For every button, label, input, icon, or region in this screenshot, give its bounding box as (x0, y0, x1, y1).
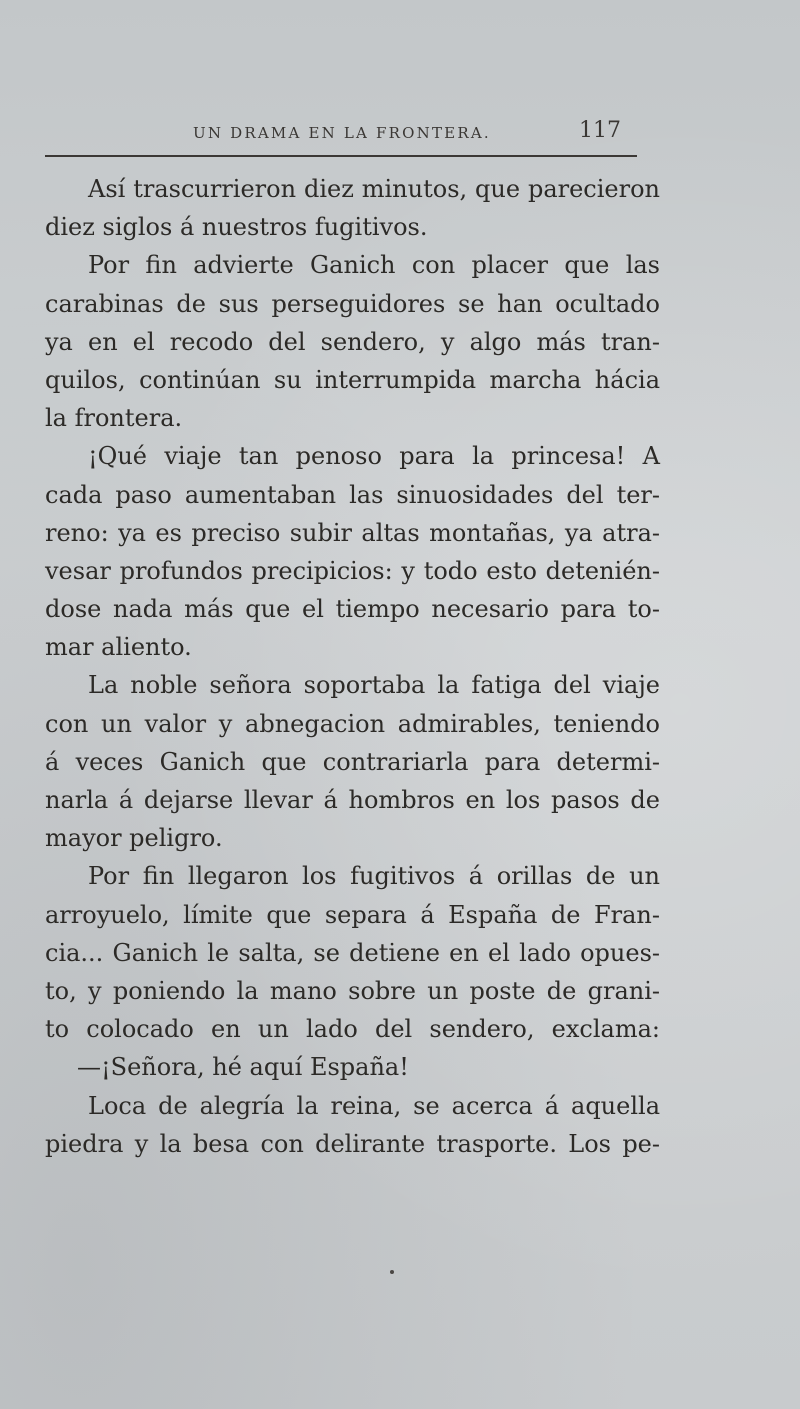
page-number: 117 (579, 118, 621, 143)
body-text (45, 170, 660, 1163)
running-head (45, 118, 635, 152)
text-line: Así trascurrieron diez minutos, que parecieron (88, 175, 660, 203)
text-line: diez siglos á nuestros fugitivos. (45, 213, 428, 242)
text-line: con un valor y abnegacion admirables, teniendo (45, 709, 660, 738)
text-line: quilos, continúan su interrumpida marcha hácia (45, 365, 660, 394)
text-line: cada paso aumentaban las sinuosidades del ter- (45, 480, 660, 509)
text-line: to colocado en un lado del sendero, exclama: (45, 1015, 660, 1044)
text-line: to, y poniendo la mano sobre un poste de grani- (45, 976, 660, 1005)
dialogue-line: —¡Señora, hé aquí España! (77, 1053, 409, 1082)
text-line: mayor peligro. (45, 824, 223, 853)
text-line: Por fin advierte Ganich con placer que las (88, 251, 660, 280)
running-title: UN DRAMA EN LA FRONTERA. (193, 124, 491, 142)
header-rule (45, 155, 637, 157)
text-line: á veces Ganich que contrariarla para determi- (45, 747, 660, 776)
text-line: la frontera. (45, 404, 183, 433)
paper-speck (390, 1270, 394, 1274)
text-line: arroyuelo, límite que separa á España de Fran- (45, 900, 660, 929)
text-line: Por fin llegaron los fugitivos á orillas de un (88, 862, 660, 891)
text-line: carabinas de sus perseguidores se han ocultado (45, 289, 660, 318)
text-line: cia... Ganich le salta, se detiene en el lado opues- (45, 938, 660, 967)
text-line: La noble señora soportaba la fatiga del viaje (88, 671, 660, 700)
text-line: ya en el recodo del sendero, y algo más tran- (45, 327, 660, 356)
text-line: reno: ya es preciso subir altas montañas, ya atra- (45, 518, 660, 547)
text-line: mar aliento. (45, 633, 192, 662)
text-line: narla á dejarse llevar á hombros en los pasos de (45, 786, 660, 814)
text-line: vesar profundos precipicios: y todo esto detenién- (45, 556, 660, 585)
text-line: dose nada más que el tiempo necesario para to- (45, 595, 660, 624)
text-line: Loca de alegría la reina, se acerca á aquella (88, 1091, 660, 1120)
text-line: piedra y la besa con delirante trasporte. Los pe- (45, 1129, 660, 1158)
text-line: ¡Qué viaje tan penoso para la princesa! A (88, 442, 660, 471)
